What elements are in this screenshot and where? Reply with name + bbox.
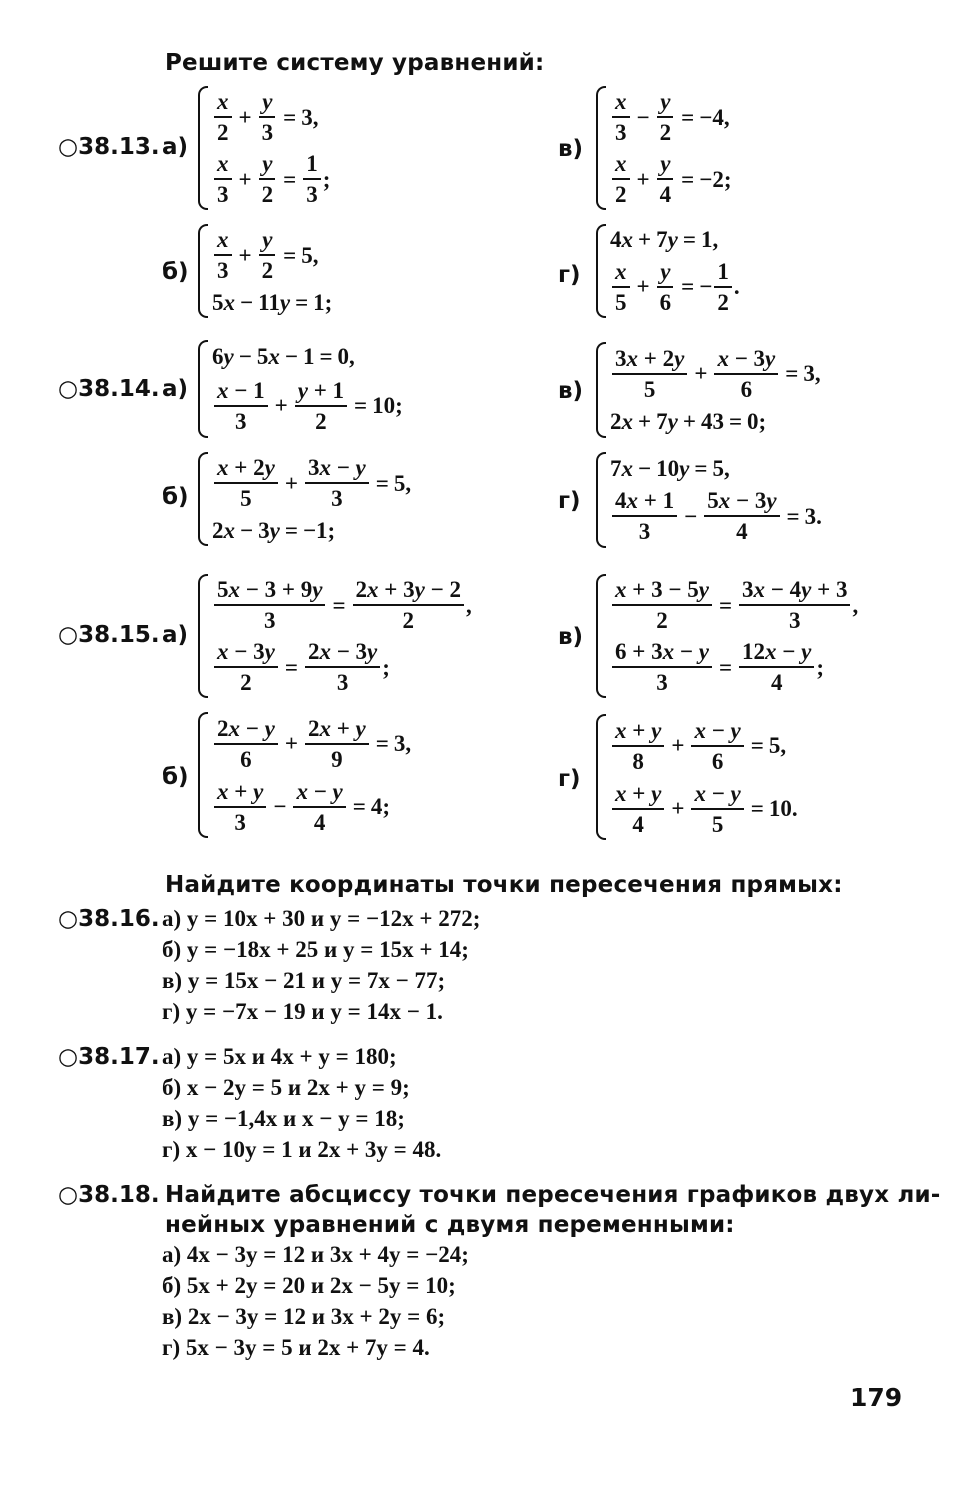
system-38-14-a: 6 y − 5 x − 1 = 0, $\frac{x - 1}{3}$ + $\frac{y + 1}{2}$ = 10;	[198, 340, 403, 438]
item-label-b: б)	[162, 484, 189, 510]
problem-38-18-line-a: а) 4x − 3y = 12 и 3x + 4y = −24;	[162, 1242, 469, 1267]
page-number: 179	[850, 1383, 903, 1412]
system-38-15-b: $\frac{2x - y}{6}$ + $\frac{2x + y}{9}$ = 3, $\frac{x + y}{3}$ − $\frac{x - y}{4}$ = 4;	[198, 712, 411, 838]
item-label-g: г)	[558, 766, 581, 792]
system-38-14-g: 7 x − 10 y = 5, $\frac{4x + 1}{3}$ − $\frac{5x - 3y}{4}$ = 3.	[596, 452, 822, 548]
system-38-15-g: $\frac{x + y}{8}$ + $\frac{x - y}{6}$ = 5, $\frac{x + y}{4}$ + $\frac{x - y}{5}$ = 10.	[596, 714, 798, 840]
system-38-15-a: $\frac{5x - 3 + 9y}{3}$ = $\frac{2x + 3y - 2}{2}$ , $\frac{x - 3y}{2}$ = $\frac{2x - 3y}{3}$ ;	[198, 574, 472, 698]
problem-38-18-line-b: б) 5x + 2y = 20 и 2x − 5y = 10;	[162, 1273, 456, 1298]
problem-38-18-line-g: г) 5x − 3y = 5 и 2x + 7y = 4.	[162, 1335, 430, 1360]
problem-38-15-number: ○38.15.	[58, 622, 160, 648]
problem-38-18-text-2: нейных уравнений с двумя переменными:	[165, 1212, 735, 1238]
item-label-v: в)	[558, 136, 584, 162]
system-38-13-g: 4 x + 7 y = 1, $\frac{x}{5}$ + $\frac{y}{6}$ = − $\frac{1}{2}$ .	[596, 224, 740, 318]
heading-intersection: Найдите координаты точки пересечения прямых:	[165, 872, 843, 898]
problem-38-17-line-g: г) x − 10y = 1 и 2x + 3y = 48.	[162, 1137, 442, 1162]
problem-38-16-line-a: а) y = 10x + 30 и y = −12x + 272;	[162, 906, 481, 931]
problem-38-16-line-b: б) y = −18x + 25 и y = 15x + 14;	[162, 937, 469, 962]
item-label-b: б)	[162, 764, 189, 790]
problem-38-18-line-v: в) 2x − 3y = 12 и 3x + 2y = 6;	[162, 1304, 446, 1329]
problem-38-17-line-a: а) y = 5x и 4x + y = 180;	[162, 1044, 397, 1069]
problem-38-17-line-v: в) y = −1,4x и x − y = 18;	[162, 1106, 405, 1131]
item-label-a: а)	[162, 376, 189, 402]
item-label-g: г)	[558, 488, 581, 514]
problem-38-14-number: ○38.14.	[58, 376, 160, 402]
system-38-14-v: $\frac{3x + 2y}{5}$ + $\frac{x - 3y}{6}$ = 3, 2 x + 7 y + 43 = 0;	[596, 342, 821, 438]
system-38-15-v: $\frac{x + 3 - 5y}{2}$ = $\frac{3x - 4y + 3}{3}$ , $\frac{6 + 3x - y}{3}$ = $\frac{12x - y}{4}$ ;	[596, 574, 858, 698]
problem-38-17-number: ○38.17.	[58, 1044, 160, 1070]
problem-38-13-number: ○38.13.	[58, 134, 160, 160]
system-38-13-b: $\frac{x}{3}$ + $\frac{y}{2}$ = 5, 5 x − 11 y = 1;	[198, 224, 332, 318]
problem-38-16-line-g: г) y = −7x − 19 и y = 14x − 1.	[162, 999, 443, 1024]
problem-38-18-text-1: Найдите абсциссу точки пересечения графиков двух ли-	[165, 1182, 941, 1208]
system-38-14-b: $\frac{x + 2y}{5}$ + $\frac{3x - y}{3}$ = 5, 2 x − 3 y = −1;	[198, 452, 411, 546]
item-label-v: в)	[558, 378, 584, 404]
item-label-g: г)	[558, 262, 581, 288]
item-label-a: а)	[162, 622, 189, 648]
item-label-v: в)	[558, 624, 584, 650]
system-38-13-v: $\frac{x}{3}$ − $\frac{y}{2}$ = −4, $\frac{x}{2}$ + $\frac{y}{4}$ = −2;	[596, 86, 731, 210]
heading-solve-system: Решите систему уравнений:	[165, 50, 545, 76]
problem-38-16-line-v: в) y = 15x − 21 и y = 7x − 77;	[162, 968, 446, 993]
system-38-13-a: $\frac{x}{2}$ + $\frac{y}{3}$ = 3, $\frac{x}{3}$ + $\frac{y}{2}$ = $\frac{1}{3}$ ;	[198, 86, 330, 210]
problem-38-17-line-b: б) x − 2y = 5 и 2x + y = 9;	[162, 1075, 410, 1100]
problem-38-18-number: ○38.18.	[58, 1182, 160, 1208]
ring-marker: ○	[58, 134, 79, 160]
problem-38-16-number: ○38.16.	[58, 906, 160, 932]
item-label-a: а)	[162, 134, 189, 160]
item-label-b: б)	[162, 259, 189, 285]
